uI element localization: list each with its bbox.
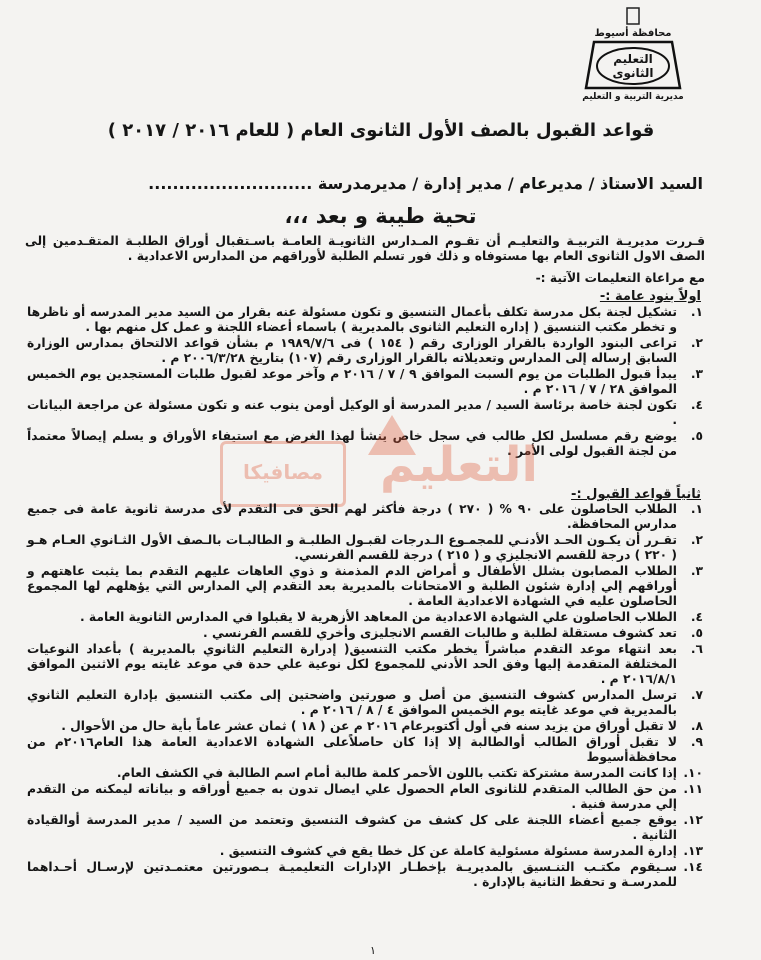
list-item: ١١. من حق الطالب المتقدم للثانوى العام الحصول علي ايصال تدون به جميع أوراقه و بياناته ليمكنه من التقدم إلي مدرسة فنية . bbox=[27, 782, 703, 811]
logo-directorate: مديرية التربية و التعليم bbox=[582, 92, 684, 102]
list-item: ٥. تعد كشوف مستقلة لطلبة و طالبات القسم الانجليزى وأخري للقسم الفرنسي . bbox=[203, 626, 703, 640]
list-item: ١٣. إدارة المدرسة مسئولة مسئولية كاملة عن كل خطا يقع في كشوف التنسيق . bbox=[219, 844, 703, 858]
logo-governorate: محافظة أسيوط bbox=[594, 28, 672, 39]
list-item: ٢. تراعى البنود الواردة بالقرار الوزارى رقم ( ١٥٤ ) فى ١٩٨٩/٧/٦ م بشأن قواعد الالتحاق بمدارس الوزارة السابق إرساله إلى المدارس وتعديلاته بالقرار الوزارى رقم (١٠٧) بتاريخ ٢٠٠٦/٣/٢٨ م . bbox=[27, 336, 703, 365]
list-item: ١٠. إذا كانت المدرسة مشتركة تكتب باللون الأحمر كلمة طالبة أمام اسم الطالبة في الكشف العام. bbox=[116, 766, 703, 780]
section-admission-title: ثانياً قواعد القبول :- bbox=[571, 487, 701, 502]
admission-items-list bbox=[27, 502, 703, 891]
list-item: ٤. تكون لجنة خاصة برئاسة السيد / مدير المدرسة أو الوكيل أومن ينوب عنه و تكون مسئولة عن مراجعة البيانات . bbox=[27, 398, 703, 427]
watermark-right: التعليم bbox=[380, 437, 538, 493]
list-item: ٦. بعد انتهاء موعد التقدم مباشراً يخطر مكتب التنسيق( إدرارة التعليم الثانوي بالمديرية ) بأعداد النوعيات المختلفة المتقدمة إليها وفق الحد الأدني للمجموع لكل نوعية علي حدة في موعد غايته يوم الاثنين الموافق ٢٠١٦/٨/١ م . bbox=[27, 642, 703, 686]
document-title: قواعد القبول بالصف الأول الثانوى العام ( للعام ٢٠١٦ / ٢٠١٧ ) bbox=[107, 120, 655, 141]
list-item: ٥. يوضع رقم مسلسل لكل طالب في سجل خاص ينشأ لهذا الغرض مع استيفاء الأوراق و يسلم إيصالاً معتمداً من لجنة القبول لولى الأمر . bbox=[27, 429, 703, 458]
ministry-logo bbox=[578, 6, 688, 102]
greeting: تحية طيبة و بعد ،،، bbox=[284, 204, 477, 228]
list-item: ٧. ترسل المدارس كشوف التنسيق من أصل و صورتين واضحتين إلى مكتب التنسيق بإدارة التعليم الثانوي بالمديرية في موعد غايته يوم الخميس الموافق ٤ / ٨ / ٢٠١٦ م . bbox=[27, 688, 703, 717]
page-number: ١ bbox=[370, 944, 376, 957]
list-item: ٨. لا تقبل أوراق من يزيد سنه في أول أكتوبرعام ٢٠١٦ م عن ( ١٨ ) ثمان عشر عاماً بأية حال من الأحوال . bbox=[61, 719, 703, 733]
list-item: ١. تشكيل لجنة بكل مدرسة تكلف بأعمال التنسيق و تكون مسئولة عنه بقرار من السيد مدير المدرسه أو ناظرها و تخطر مكتب التنسيق ( إداره التعليم الثانوى بالمديرية ) باسماء أعضاء اللجنة و عمل كل منهم بها . bbox=[27, 305, 703, 334]
instructions-lead: مع مراعاة التعليمات الآتية :- bbox=[535, 271, 705, 285]
list-item: ٣. يبدأ قبول الطلبات من يوم السبت الموافق ٩ / ٧ / ٢٠١٦ م وآخر موعد لقبول طلبات المستجدين يوم الخميس الموافق ٢٨ / ٧ / ٢٠١٦ م . bbox=[27, 367, 703, 396]
list-item: ٢. تقـرر أن يكـون الحـد الأدنـي للمجمـوع الـدرجات لقبـول الطلبـة و الطالبـات بالـصف الأول الثـانوي العـام هـو ( ٢٢٠ ) درجة للقسم الانجليزي و ( ٢١٥ ) درجة للقسم الفرنسي. bbox=[27, 533, 703, 562]
section-general-title: اولاً بنود عامة :- bbox=[599, 289, 701, 304]
intro-paragraph: قـررت مديريـة التربيـة والتعليـم أن تقـوم المـدارس الثانويـة العامـة باسـتقبال أوراق الطلبـة المتقـدمين إلى الصف الاول الثانوى العام بها مستوفاه و ذلك فور تسلم الطلبة لأوراقهم من المدارس الاعدادية . bbox=[25, 234, 705, 263]
watermark bbox=[220, 415, 560, 505]
logo-center-text: التعليم الثانوى bbox=[612, 52, 654, 80]
watermark-left: مصافيكا bbox=[220, 441, 346, 507]
list-item: ٩. لا تقبل أوراق الطالب أوالطالبة إلا إذا كان حاصلاًعلى الشهادة الاعدادية العامة هذا العام٢٠١٦م من محافظةأسيوط bbox=[27, 735, 703, 764]
addressee-line: السيد الاستاذ / مديرعام / مدير إدارة / مديرمدرسة ........................... bbox=[148, 174, 703, 193]
list-item: ٤. الطلاب الحاصلون علي الشهادة الاعدادية من المعاهد الأزهرية لا يقبلوا في المدارس الثانوية العامة . bbox=[79, 610, 703, 624]
list-item: ١. الطلاب الحاصلون على ٩٠ % ( ٢٧٠ ) درجة فأكثر لهم الحق فى التقدم لأى مدرسة ثانوية عامة فى جميع مدارس المحافظة. bbox=[27, 502, 703, 531]
list-item: ١٤. سـيقوم مكتـب التنـسيق بالمديريـة بإخطـار الإدارات التعليميـة بـصورتين معتمـدتين لإرسـال أحـداهما للمدرسـة و تحفظ الثانية بالإدارة . bbox=[27, 860, 703, 889]
list-item: ١٢. يوقع جميع أعضاء اللجنة على كل كشف من كشوف التنسيق وتعتمد من السيد / مدير المدرسة أوالقيادة الثانية . bbox=[27, 813, 703, 842]
list-item: ٣. الطلاب المصابون بشلل الأطفال و أمراض الدم المذمنة و ذوي العاهات عليهم التقدم بما يثبت عاهتهم و أوراقهم إلي إدارة شئون الطلبة و الامتحانات بالمديرية بعد التقدم إلي المدارس التي يؤهلهم لها المجموع الحاصلون عليه في الشهادة الاعدادية العامة . bbox=[27, 564, 703, 608]
